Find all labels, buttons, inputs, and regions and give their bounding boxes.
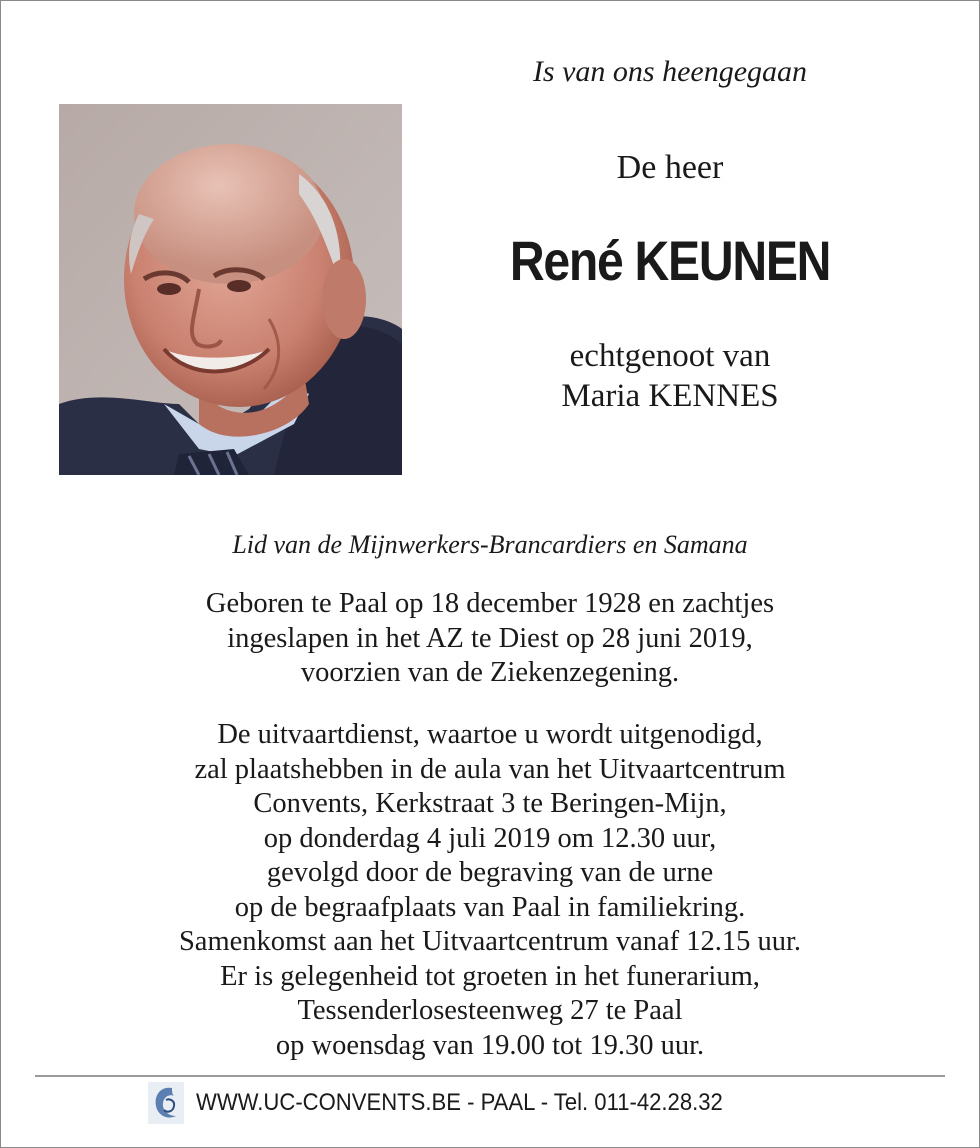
paragraph-line: op donderdag 4 juli 2019 om 12.30 uur, — [263, 822, 717, 854]
funeral-home-logo-icon — [148, 1082, 184, 1124]
paragraph-line: zal plaatshebben in de aula van het Uitvaartcentrum — [194, 753, 786, 785]
spouse-name: Maria KENNES — [561, 378, 779, 414]
membership-line: Lid van de Mijnwerkers-Brancardiers en Samana — [232, 530, 748, 559]
footer-contact-text: WWW.UC-CONVENTS.BE - PAAL - Tel. 011-42.28.32 — [196, 1089, 723, 1116]
footer-divider — [35, 1075, 945, 1077]
paragraph-line: Er is gelegenheid tot groeten in het funerarium, — [220, 960, 760, 992]
paragraph-line: Tessenderlosesteenweg 27 te Paal — [297, 995, 683, 1026]
honorific-title: De heer — [616, 149, 724, 186]
portrait-photo — [59, 104, 402, 475]
paragraph-line: op de begraafplaats van Paal in familiekring. — [234, 891, 746, 923]
paragraph-line: Geboren te Paal op 18 december 1928 en zachtjes — [205, 588, 775, 619]
paragraph-line: voorzien van de Ziekenzegening. — [300, 657, 680, 688]
birth-death-paragraph — [40, 587, 940, 691]
paragraph-line: gevolgd door de begraving van de urne — [266, 857, 714, 888]
spouse-block — [470, 336, 870, 416]
paragraph-line: op woensdag van 19.00 tot 19.30 uur. — [275, 1029, 705, 1061]
paragraph-line: Samenkomst aan het Uitvaartcentrum vanaf 12.15 uur. — [178, 926, 802, 957]
footer — [148, 1082, 769, 1124]
paragraph-line: ingeslapen in het AZ te Diest op 28 juni 2019, — [227, 622, 753, 654]
funeral-paragraph — [40, 718, 940, 1063]
paragraph-line: De uitvaartdienst, waartoe u wordt uitgenodigd, — [217, 719, 763, 750]
spouse-relation: echtgenoot van — [569, 338, 771, 374]
deceased-name: René KEUNEN — [509, 229, 831, 292]
intro-text: Is van ons heengegaan — [532, 55, 808, 88]
paragraph-line: Convents, Kerkstraat 3 te Beringen-Mijn, — [253, 788, 727, 819]
